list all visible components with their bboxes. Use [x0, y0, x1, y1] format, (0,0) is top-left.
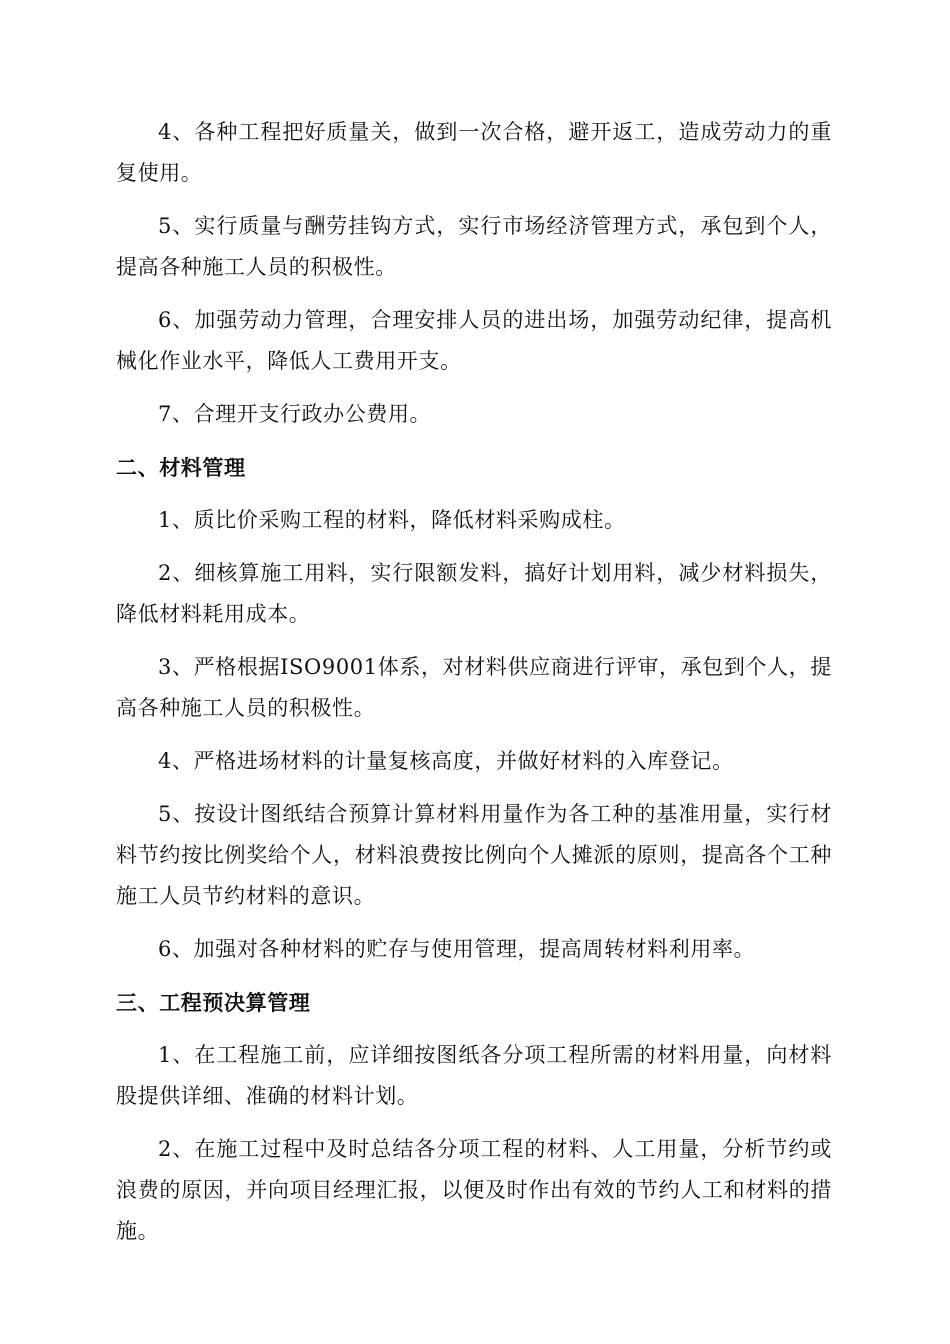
paragraph-labor-4: 4、各种工程把好质量关，做到一次合格，避开返工，造成劳动力的重复使用。: [116, 120, 832, 185]
paragraph-labor-7: 7、合理开支行政办公费用。: [158, 402, 432, 426]
document-page: [116, 112, 832, 1264]
paragraph-materials-5: 5、按设计图纸结合预算计算材料用量作为各工种的基准用量，实行材料节约按比例奖给个人，材料浪费按比例向个人摊派的原则，提高各个工种施工人员节约材料的意识。: [116, 802, 832, 908]
paragraph-labor-6: 6、加强劳动力管理，合理安排人员的进出场，加强劳动纪律，提高机械化作业水平，降低人工费用开支。: [116, 308, 832, 373]
paragraph-materials-1: 1、质比价采购工程的材料，降低材料采购成柱。: [158, 508, 626, 532]
paragraph-materials-2: 2、细核算施工用料，实行限额发料，搞好计划用料，减少材料损失，降低材料耗用成本。: [116, 561, 832, 626]
paragraph-budget-2: 2、在施工过程中及时总结各分项工程的材料、人工用量，分析节约或浪费的原因，并向项目经理汇报，以便及时作出有效的节约人工和材料的措施。: [116, 1137, 832, 1243]
section-heading-materials: 二、材料管理: [116, 455, 246, 480]
paragraph-labor-5: 5、实行质量与酬劳挂钩方式，实行市场经济管理方式，承包到个人，提高各种施工人员的积极性。: [116, 214, 832, 279]
section-heading-budget: 三、工程预决算管理: [116, 990, 311, 1015]
paragraph-materials-3: 3、严格根据ISO9001体系，对材料供应商进行评审，承包到个人，提高各种施工人员的积极性。: [116, 655, 832, 720]
paragraph-budget-1: 1、在工程施工前，应详细按图纸各分项工程所需的材料用量，向材料股提供详细、准确的材料计划。: [116, 1043, 832, 1108]
paragraph-materials-4: 4、严格进场材料的计量复核高度，并做好材料的入库登记。: [158, 749, 734, 773]
paragraph-materials-6: 6、加强对各种材料的贮存与使用管理，提高周转材料利用率。: [158, 937, 756, 961]
